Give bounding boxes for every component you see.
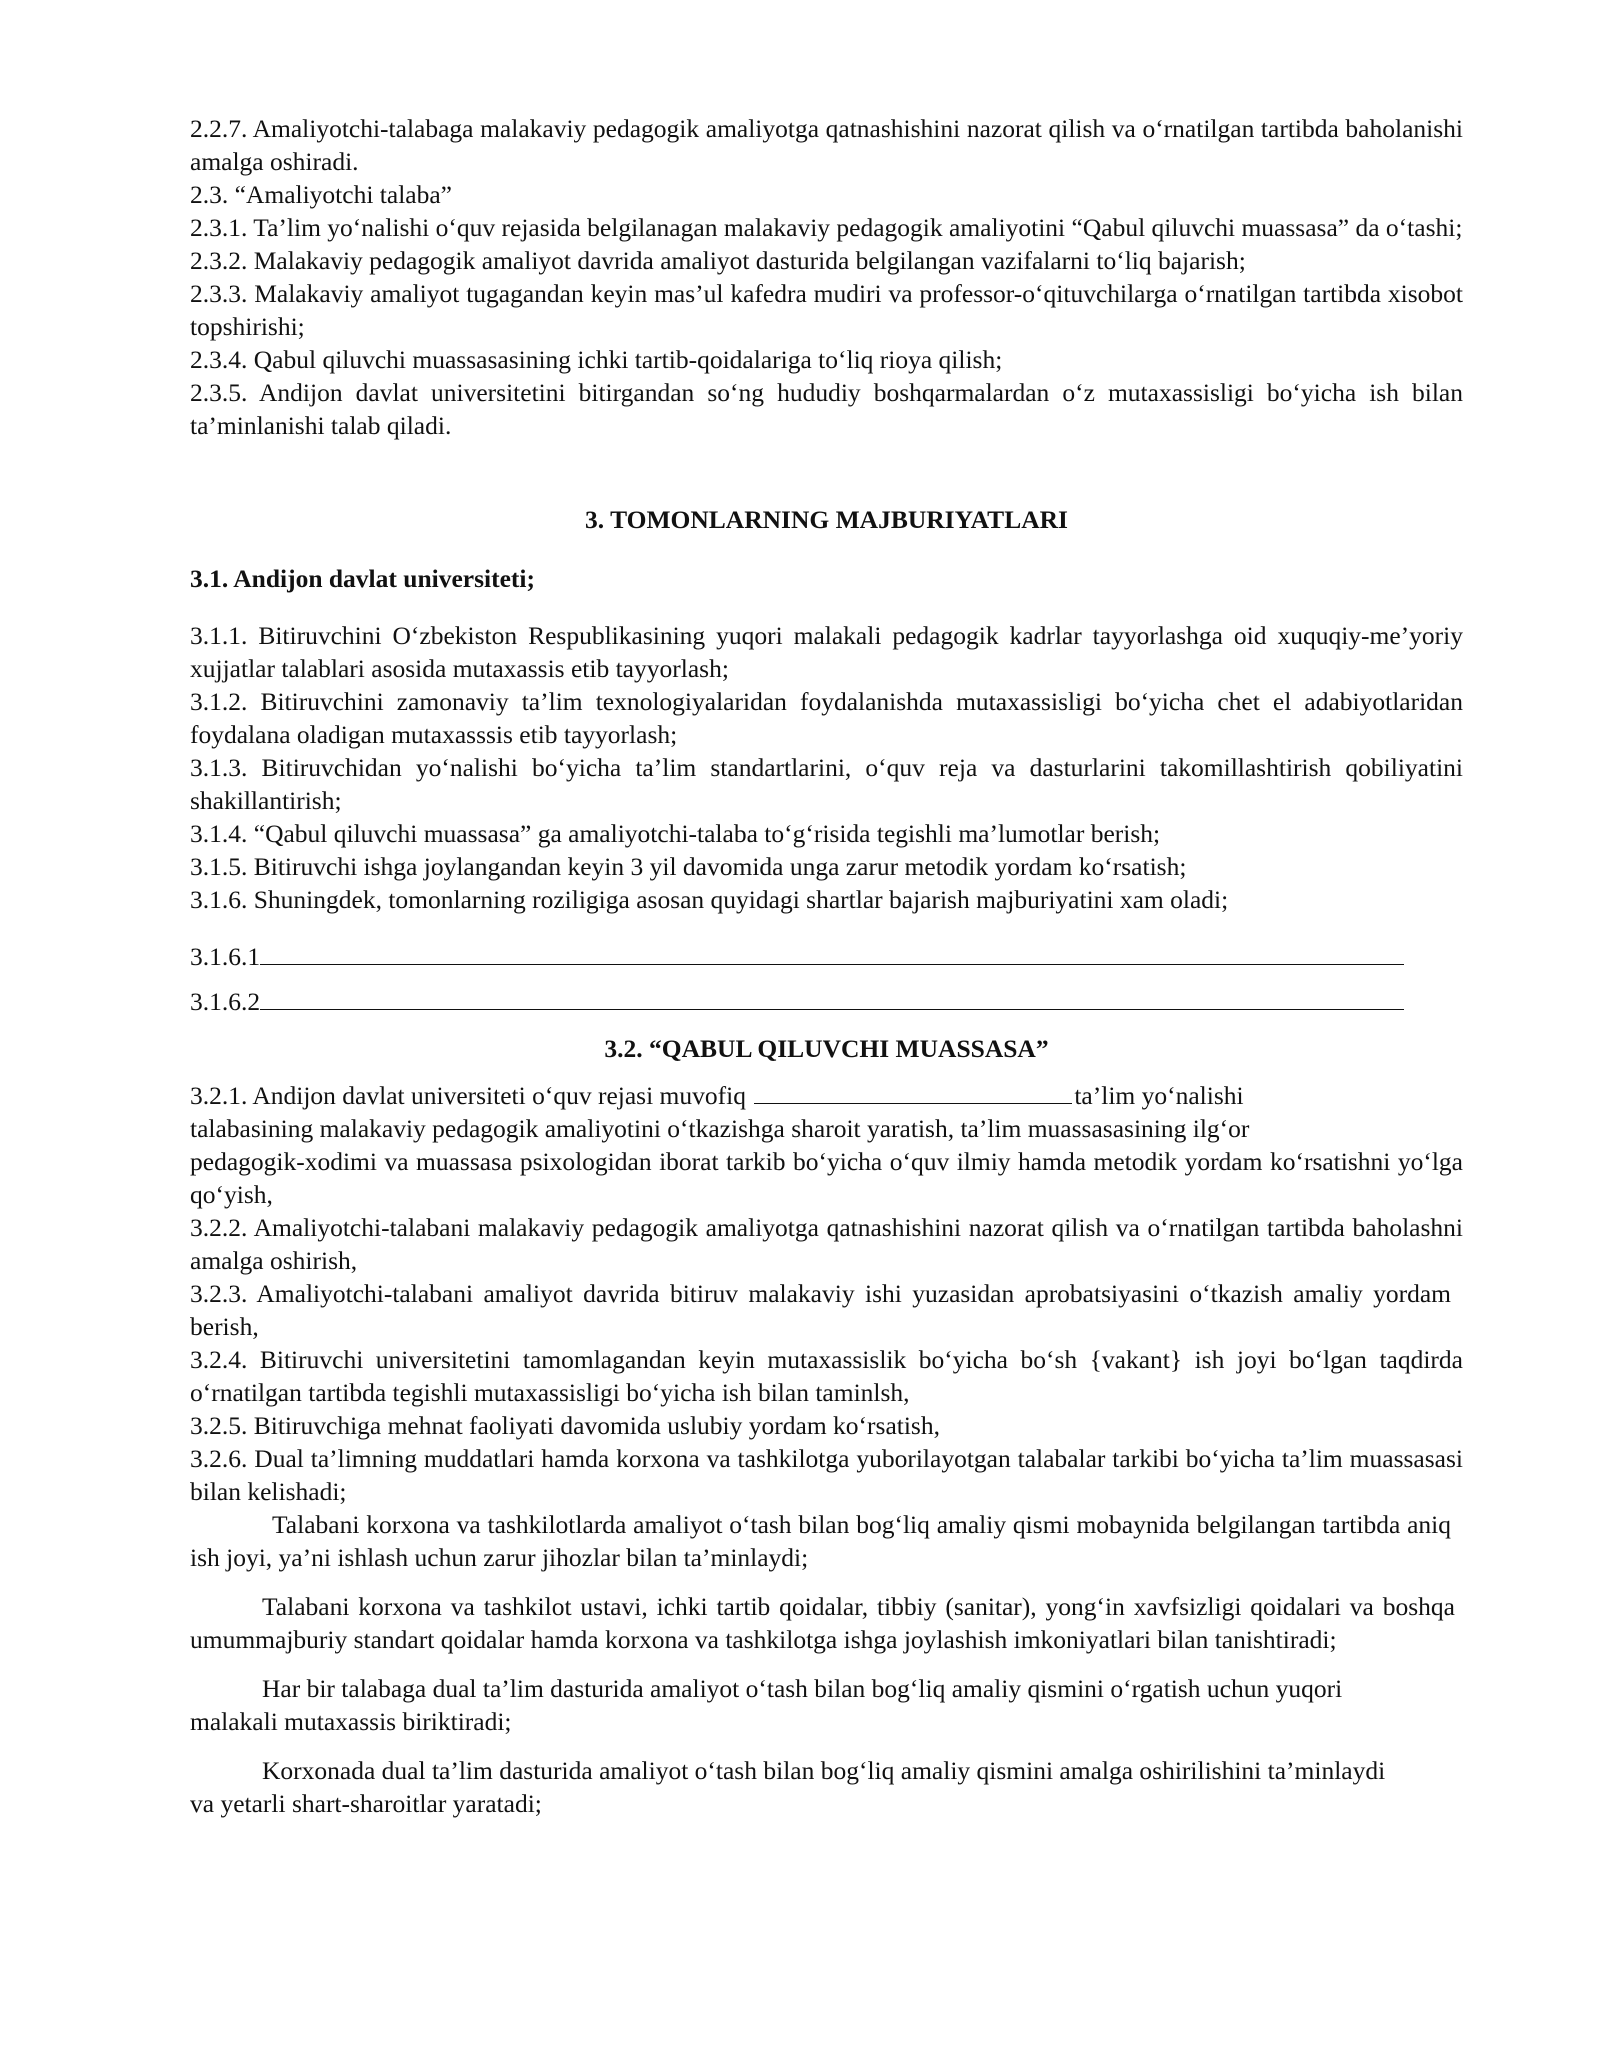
clause-2-3-2: 2.3.2. Malakaviy pedagogik amaliyot davrida amaliyot dasturida belgilangan vazifalarni to‘liq bajarish; [190, 246, 1246, 275]
clause-3-1-2: 3.1.2. Bitiruvchini zamonaviy ta’lim texnologiyalaridan foydalanishda mutaxassisligi bo‘yicha chet el adabiyotlaridan foydalana oladigan mutaxasssis etib tayyorlash; [190, 687, 1463, 749]
clause-3-2-3: 3.2.3. Amaliyotchi-talabani amaliyot davrida bitiruv malakaviy ishi yuzasidan aprobatsiyasini o‘tkazish amaliy yordam berish, [190, 1279, 1451, 1341]
section-3-title: 3. TOMONLARNING MAJBURIYATLARI [585, 505, 1068, 534]
clause-2-2-7: 2.2.7. Amaliyotchi-talabaga malakaviy pedagogik amaliyotga qatnashishini nazorat qilish va o‘rnatilgan tartibda baholanishi amalga oshiradi. [190, 114, 1463, 176]
clause-3-1-6: 3.1.6. Shuningdek, tomonlarning roziligiga asosan quyidagi shartlar bajarish majburiyatini xam oladi; [190, 885, 1229, 914]
clause-3-2-4: 3.2.4. Bitiruvchi universitetini tamomlagandan keyin mutaxassislik bo‘yicha bo‘sh {vakant} ish joyi bo‘lgan taqdirda o‘rnatilgan tartibda tegishli mutaxassisligi bo‘yicha ish bilan taminlsh, [190, 1345, 1463, 1407]
blank-line-3-1-6-1 [190, 940, 1463, 973]
clause-3-2-1-line1 [190, 1079, 1463, 1112]
clause-text: ta’lim yo‘nalishi [1074, 1081, 1244, 1110]
paragraph-workplace: Talabani korxona va tashkilotlarda amaliyot o‘tash bilan bog‘liq amaliy qismi mobaynida belgilangan tartibda aniq ish joyi, ya’ni ishlash uchun zarur jihozlar bilan ta’minlaydi; [190, 1510, 1451, 1572]
clause-3-1-1: 3.1.1. Bitiruvchini O‘zbekiston Respublikasining yuqori malakali pedagogik kadrlar tayyorlashga oid xuquqiy-me’yoriy xujjatlar talablari asosida mutaxassis etib tayyorlash; [190, 621, 1463, 683]
clause-2-3-3: 2.3.3. Malakaviy amaliyot tugagandan keyin mas’ul kafedra mudiri va professor-o‘qituvchilarga o‘rnatilgan tartibda xisobot topshirishi; [190, 279, 1463, 341]
clause-3-2-1-line3: pedagogik-xodimi va muassasa psixologidan iborat tarkib bo‘yicha o‘quv ilmiy hamda metodik yordam ko‘rsatishni yo‘lga qo‘yish, [190, 1147, 1463, 1209]
clause-3-2-5: 3.2.5. Bitiruvchiga mehnat faoliyati davomida uslubiy yordam ko‘rsatish, [190, 1411, 940, 1440]
clause-2-3-1: 2.3.1. Ta’lim yo‘nalishi o‘quv rejasida belgilanagan malakaviy pedagogik amaliyotini “Qabul qiluvchi muassasa” da o‘tashi; [190, 213, 1463, 242]
clause-2-3-4: 2.3.4. Qabul qiluvchi muassasasining ichki tartib-qoidalariga to‘liq rioya qilish; [190, 345, 1003, 374]
subsection-3-2-heading: 3.2. “QABUL QILUVCHI MUASSASA” [604, 1034, 1049, 1063]
paragraph-conditions: Korxonada dual ta’lim dasturida amaliyot o‘tash bilan bog‘liq amaliy qismini amalga oshirilishini ta’minlaydi va yetarli shart-sharoitlar yaratadi; [190, 1756, 1386, 1818]
clause-3-1-3: 3.1.3. Bitiruvchidan yo‘nalishi bo‘yicha ta’lim standartlarini, o‘quv reja va dasturlarini takomillashtirish qobiliyatini shakillantirish; [190, 753, 1463, 815]
clause-3-1-5: 3.1.5. Bitiruvchi ishga joylangandan keyin 3 yil davomida unga zarur metodik yordam ko‘rsatish; [190, 852, 1187, 881]
fill-in-blank [754, 1079, 1072, 1104]
heading-2-3: 2.3. “Amaliyotchi talaba” [190, 180, 452, 209]
subsection-3-1-heading: 3.1. Andijon davlat universiteti; [190, 564, 535, 593]
clause-3-2-1-line2: talabasining malakaviy pedagogik amaliyotini o‘tkazishga sharoit yaratish, ta’lim muassasasining ilg‘or [190, 1114, 1250, 1143]
document-page [190, 112, 1463, 1820]
blank-label: 3.1.6.2 [190, 987, 261, 1016]
clause-3-1-4: 3.1.4. “Qabul qiluvchi muassasa” ga amaliyotchi-talaba to‘g‘risida tegishli ma’lumotlar berish; [190, 819, 1161, 848]
clause-3-2-6: 3.2.6. Dual ta’limning muddatlari hamda korxona va tashkilotga yuborilayotgan talabalar tarkibi bo‘yicha ta’lim muassasasi bilan kelishadi; [190, 1444, 1463, 1506]
paragraph-mentor: Har bir talabaga dual ta’lim dasturida amaliyot o‘tash bilan bog‘liq amaliy qismini o‘rgatish uchun yuqori malakali mutaxassis biriktiradi; [190, 1674, 1343, 1736]
fill-in-blank [260, 940, 1404, 965]
blank-line-3-1-6-2 [190, 985, 1463, 1018]
paragraph-rules: Talabani korxona va tashkilot ustavi, ichki tartib qoidalar, tibbiy (sanitar), yong‘in xavfsizligi qoidalari va boshqa umummajburiy standart qoidalar hamda korxona va tashkilotga ishga joylashish imkoniyatlari bilan tanishtiradi; [190, 1592, 1455, 1654]
clause-3-2-2: 3.2.2. Amaliyotchi-talabani malakaviy pedagogik amaliyotga qatnashishini nazorat qilish va o‘rnatilgan tartibda baholashni amalga oshirish, [190, 1213, 1463, 1275]
clause-text: 3.2.1. Andijon davlat universiteti o‘quv rejasi muvofiq [190, 1081, 746, 1110]
blank-label: 3.1.6.1 [190, 942, 261, 971]
clause-2-3-5: 2.3.5. Andijon davlat universitetini bitirgandan so‘ng hududiy boshqarmalardan o‘z mutaxassisligi bo‘yicha ish bilan ta’minlanishi talab qiladi. [190, 378, 1463, 440]
fill-in-blank [260, 985, 1404, 1010]
